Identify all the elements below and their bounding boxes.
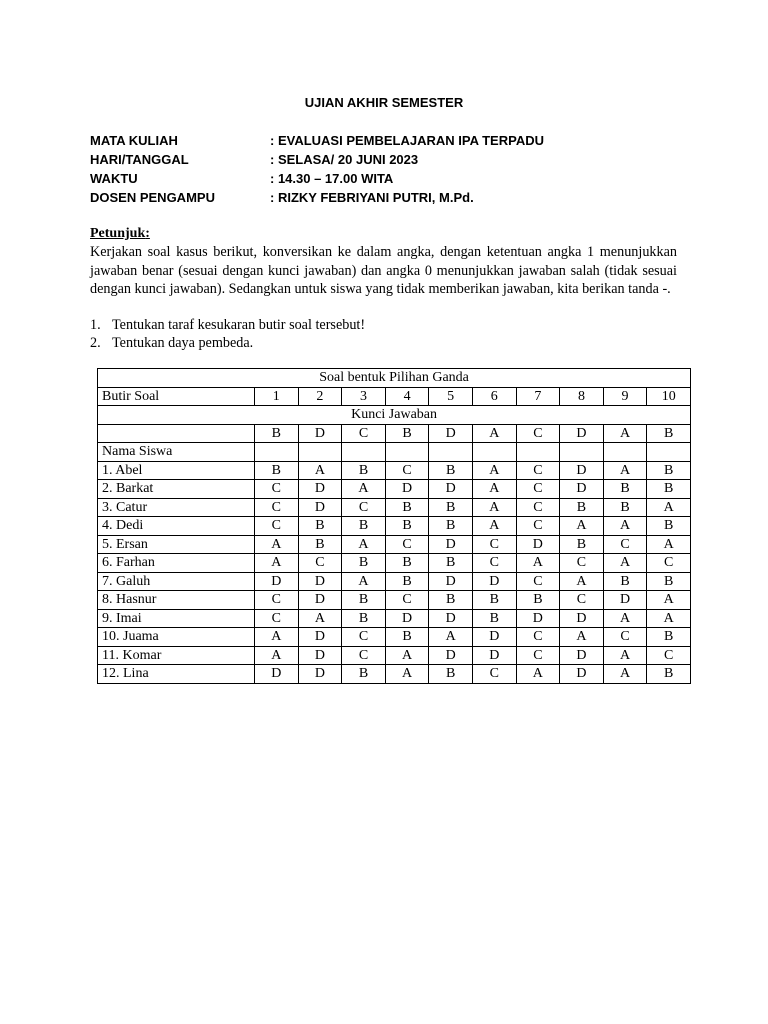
item-number: 1 <box>255 387 299 406</box>
student-answer-cell: C <box>385 591 429 610</box>
table-row <box>98 572 691 591</box>
student-answer-cell: B <box>647 517 691 536</box>
student-answer-cell: B <box>385 517 429 536</box>
task-item <box>90 317 365 334</box>
student-answer-cell: B <box>560 535 604 554</box>
table-row <box>98 609 691 628</box>
student-name: 8. Hasnur <box>98 591 255 610</box>
student-answer-cell: D <box>516 535 560 554</box>
student-answer-cell: B <box>603 498 647 517</box>
empty-cell <box>385 443 429 462</box>
student-answer-cell: A <box>603 609 647 628</box>
student-answer-cell: D <box>298 628 342 647</box>
student-answer-cell: D <box>560 646 604 665</box>
info-label: MATA KULIAH <box>90 133 178 148</box>
student-answer-cell: C <box>472 535 516 554</box>
student-name: 6. Farhan <box>98 554 255 573</box>
student-answer-cell: A <box>385 646 429 665</box>
student-answer-cell: C <box>516 461 560 480</box>
student-answer-cell: C <box>516 628 560 647</box>
student-name: 11. Komar <box>98 646 255 665</box>
task-number: 1. <box>90 317 101 333</box>
student-answer-cell: B <box>385 554 429 573</box>
empty-cell <box>516 443 560 462</box>
item-number: 6 <box>472 387 516 406</box>
task-number: 2. <box>90 335 101 351</box>
answer-key-cell: D <box>298 424 342 443</box>
student-answer-cell: C <box>472 665 516 684</box>
students-label-row <box>98 443 691 462</box>
students-label: Nama Siswa <box>98 443 255 462</box>
table-caption: Soal bentuk Pilihan Ganda <box>98 369 691 388</box>
student-answer-cell: C <box>255 498 299 517</box>
student-answer-cell: B <box>298 517 342 536</box>
answer-key-cell: A <box>603 424 647 443</box>
student-answer-cell: D <box>429 572 473 591</box>
student-answer-cell: A <box>560 572 604 591</box>
instructions-heading <box>90 226 150 242</box>
info-label: DOSEN PENGAMPU <box>90 190 215 205</box>
info-value: : RIZKY FEBRIYANI PUTRI, M.Pd. <box>270 190 474 205</box>
student-answer-cell: B <box>647 480 691 499</box>
item-number: 7 <box>516 387 560 406</box>
student-answer-cell: A <box>560 517 604 536</box>
answer-key-cell: D <box>429 424 473 443</box>
student-answer-cell: C <box>603 535 647 554</box>
item-number: 3 <box>342 387 386 406</box>
student-answer-cell: D <box>298 591 342 610</box>
student-answer-cell: A <box>255 646 299 665</box>
item-number: 9 <box>603 387 647 406</box>
student-answer-cell: B <box>647 665 691 684</box>
student-answer-cell: D <box>429 609 473 628</box>
student-answer-cell: D <box>385 609 429 628</box>
table-row <box>98 461 691 480</box>
student-answer-cell: B <box>429 591 473 610</box>
student-answer-cell: C <box>560 591 604 610</box>
student-name: 9. Imai <box>98 609 255 628</box>
student-answer-cell: A <box>429 628 473 647</box>
student-answer-cell: C <box>255 517 299 536</box>
student-name: 1. Abel <box>98 461 255 480</box>
student-answer-cell: B <box>429 665 473 684</box>
instructions-paragraph: Kerjakan soal kasus berikut, konversikan ke dalam angka, dengan ketentuan angka 1 menunjukkan jawaban benar (sesuai dengan kunci jawaban) dan angka 0 menunjukkan jawaban salah (tidak sesuai dengan kunci jawaban). Sedangkan untuk siswa yang tidak memberikan jawaban, kita berikan tanda -. <box>90 244 677 297</box>
table-caption-row <box>98 369 691 388</box>
answer-key-row <box>98 424 691 443</box>
student-answer-cell: A <box>342 535 386 554</box>
empty-cell <box>342 443 386 462</box>
table-row <box>98 480 691 499</box>
student-answer-cell: C <box>516 646 560 665</box>
student-answer-cell: C <box>385 461 429 480</box>
student-answer-cell: C <box>516 498 560 517</box>
student-answer-cell: C <box>472 554 516 573</box>
student-answer-cell: A <box>560 628 604 647</box>
student-answer-cell: C <box>603 628 647 647</box>
task-text: Tentukan taraf kesukaran butir soal tersebut! <box>112 317 366 333</box>
empty-cell <box>603 443 647 462</box>
student-answer-cell: B <box>429 554 473 573</box>
item-number: 8 <box>560 387 604 406</box>
student-answer-cell: B <box>255 461 299 480</box>
student-answer-cell: D <box>560 609 604 628</box>
student-answer-cell: B <box>647 461 691 480</box>
student-answer-cell: B <box>647 628 691 647</box>
student-name: 4. Dedi <box>98 517 255 536</box>
student-answer-cell: B <box>603 480 647 499</box>
table-row <box>98 498 691 517</box>
answer-key-cell: D <box>560 424 604 443</box>
table-row <box>98 554 691 573</box>
student-answer-cell: D <box>472 572 516 591</box>
answer-key-cell: B <box>647 424 691 443</box>
student-answer-cell: D <box>298 665 342 684</box>
student-answer-cell: C <box>255 609 299 628</box>
empty-cell <box>647 443 691 462</box>
info-value: : EVALUASI PEMBELAJARAN IPA TERPADU <box>270 133 544 148</box>
student-answer-cell: A <box>647 498 691 517</box>
student-answer-cell: D <box>255 665 299 684</box>
table-row <box>98 591 691 610</box>
student-answer-cell: D <box>472 646 516 665</box>
table-row <box>98 665 691 684</box>
student-answer-cell: A <box>255 554 299 573</box>
student-answer-cell: D <box>298 498 342 517</box>
table-row <box>98 517 691 536</box>
empty-cell <box>255 443 299 462</box>
student-answer-cell: D <box>560 665 604 684</box>
student-name: 7. Galuh <box>98 572 255 591</box>
info-value: : SELASA/ 20 JUNI 2023 <box>270 152 419 167</box>
student-answer-cell: D <box>429 480 473 499</box>
exam-title: UJIAN AKHIR SEMESTER <box>304 95 464 110</box>
student-answer-cell: A <box>342 480 386 499</box>
item-number: 4 <box>385 387 429 406</box>
student-answer-cell: B <box>560 498 604 517</box>
info-label: WAKTU <box>90 171 138 186</box>
student-answer-cell: D <box>385 480 429 499</box>
empty-cell <box>472 443 516 462</box>
answer-key-cell: A <box>472 424 516 443</box>
student-answer-cell: C <box>647 554 691 573</box>
instructions-heading-colon: : <box>145 226 150 241</box>
student-answer-cell: B <box>385 572 429 591</box>
student-answer-cell: B <box>647 572 691 591</box>
table-row <box>98 535 691 554</box>
student-answer-cell: B <box>342 665 386 684</box>
student-answer-cell: A <box>516 665 560 684</box>
student-answer-cell: C <box>255 591 299 610</box>
task-text: Tentukan daya pembeda. <box>112 335 254 351</box>
student-answer-cell: B <box>342 554 386 573</box>
task-item <box>90 335 253 352</box>
answer-key-cell: C <box>342 424 386 443</box>
student-answer-cell: D <box>603 591 647 610</box>
student-answer-cell: B <box>472 609 516 628</box>
student-answer-cell: B <box>385 498 429 517</box>
table-row <box>98 646 691 665</box>
student-answer-cell: D <box>560 480 604 499</box>
student-name: 12. Lina <box>98 665 255 684</box>
empty-cell <box>429 443 473 462</box>
info-value: : 14.30 – 17.00 WITA <box>270 171 394 186</box>
student-answer-cell: C <box>516 480 560 499</box>
student-answer-cell: C <box>560 554 604 573</box>
student-answer-cell: B <box>342 517 386 536</box>
student-name: 2. Barkat <box>98 480 255 499</box>
item-number: 2 <box>298 387 342 406</box>
student-answer-cell: A <box>603 665 647 684</box>
student-answer-cell: A <box>603 461 647 480</box>
student-answer-cell: B <box>385 628 429 647</box>
empty-cell <box>298 443 342 462</box>
student-answer-cell: A <box>255 535 299 554</box>
student-answer-cell: A <box>385 665 429 684</box>
student-answer-cell: B <box>342 609 386 628</box>
student-answer-cell: A <box>342 572 386 591</box>
student-answer-cell: C <box>516 572 560 591</box>
items-label: Butir Soal <box>98 387 255 406</box>
student-answer-cell: A <box>603 554 647 573</box>
student-answer-cell: B <box>516 591 560 610</box>
student-answer-cell: A <box>647 535 691 554</box>
item-number: 5 <box>429 387 473 406</box>
student-answer-cell: D <box>516 609 560 628</box>
student-answer-cell: D <box>560 461 604 480</box>
student-answer-cell: B <box>472 591 516 610</box>
student-answer-cell: B <box>429 461 473 480</box>
student-answer-cell: A <box>298 461 342 480</box>
student-answer-cell: C <box>342 628 386 647</box>
student-answer-cell: C <box>342 646 386 665</box>
answer-key-cell: B <box>385 424 429 443</box>
student-answer-cell: C <box>647 646 691 665</box>
student-answer-cell: D <box>472 628 516 647</box>
student-answer-cell: A <box>255 628 299 647</box>
student-answer-cell: C <box>385 535 429 554</box>
answer-key-label-row <box>98 406 691 425</box>
student-answer-cell: D <box>298 572 342 591</box>
table-row <box>98 628 691 647</box>
student-answer-cell: A <box>472 461 516 480</box>
student-answer-cell: C <box>255 480 299 499</box>
student-answer-cell: B <box>429 517 473 536</box>
empty-cell <box>560 443 604 462</box>
answer-key-label: Kunci Jawaban <box>98 406 691 425</box>
student-name: 10. Juama <box>98 628 255 647</box>
answer-table <box>97 368 691 684</box>
student-answer-cell: D <box>298 480 342 499</box>
student-answer-cell: D <box>255 572 299 591</box>
info-label: HARI/TANGGAL <box>90 152 189 167</box>
student-name: 5. Ersan <box>98 535 255 554</box>
student-answer-cell: A <box>647 609 691 628</box>
student-answer-cell: C <box>516 517 560 536</box>
student-answer-cell: A <box>603 517 647 536</box>
student-answer-cell: C <box>342 498 386 517</box>
student-answer-cell: D <box>429 535 473 554</box>
student-answer-cell: C <box>298 554 342 573</box>
student-answer-cell: A <box>298 609 342 628</box>
student-answer-cell: B <box>429 498 473 517</box>
student-answer-cell: B <box>342 461 386 480</box>
student-answer-cell: A <box>603 646 647 665</box>
student-answer-cell: A <box>647 591 691 610</box>
student-name: 3. Catur <box>98 498 255 517</box>
student-answer-cell: D <box>298 646 342 665</box>
student-answer-cell: A <box>472 498 516 517</box>
student-answer-cell: A <box>472 480 516 499</box>
empty-cell <box>98 424 255 443</box>
student-answer-cell: D <box>429 646 473 665</box>
instructions-heading-text: Petunjuk <box>90 226 146 241</box>
answer-key-cell: B <box>255 424 299 443</box>
student-answer-cell: B <box>298 535 342 554</box>
student-answer-cell: A <box>472 517 516 536</box>
item-number: 10 <box>647 387 691 406</box>
item-number-row <box>98 387 691 406</box>
student-answer-cell: A <box>516 554 560 573</box>
student-answer-cell: B <box>603 572 647 591</box>
student-answer-cell: B <box>342 591 386 610</box>
answer-key-cell: C <box>516 424 560 443</box>
